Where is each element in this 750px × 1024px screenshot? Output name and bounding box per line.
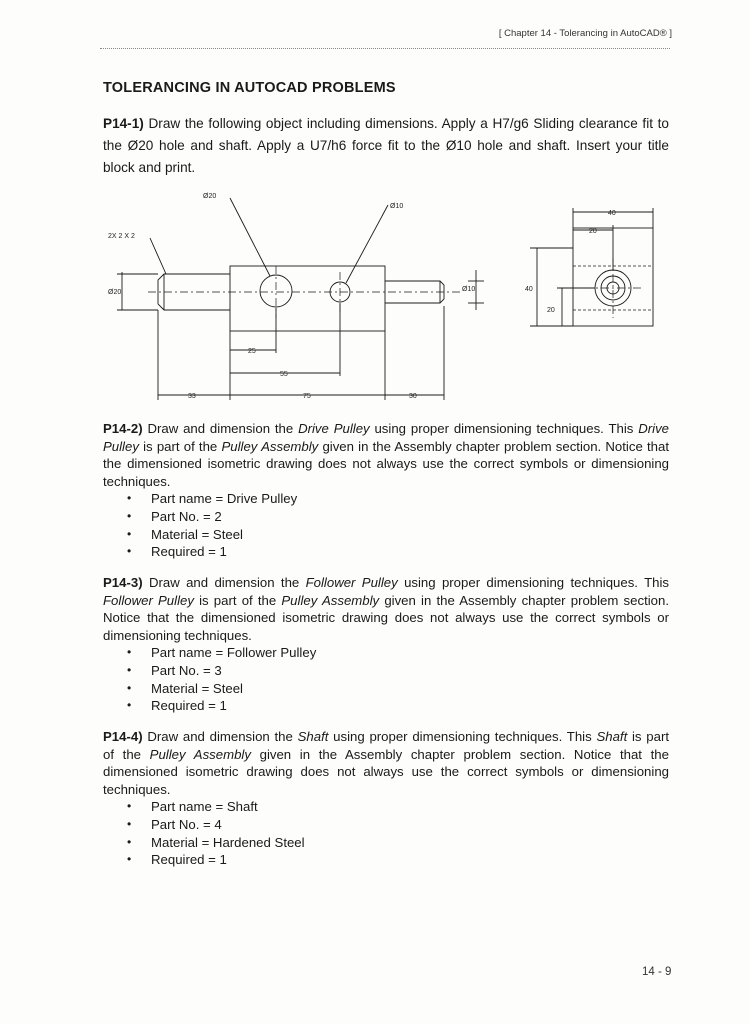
list-item: • Part name = Shaft <box>127 798 669 816</box>
list-item: • Required = 1 <box>127 543 669 561</box>
problem-text: given in the Assembly chapter problem section. Notice that the dimensioned isometric drawing does not always use the correct symbols or dimensioning techniques. <box>103 438 669 489</box>
problem-text-b: 20 hole and shaft. Apply a U7/h6 force fit to the <box>138 138 446 153</box>
problem-text: is part of the <box>103 729 669 762</box>
label-d20-top: Ø20 <box>203 193 217 200</box>
label-dim-20-top: 20 <box>589 228 597 235</box>
list-item: • Material = Hardened Steel <box>127 834 669 852</box>
label-dim-25: 25 <box>248 348 256 355</box>
problem-p14-2 <box>103 420 669 561</box>
problem-p14-3 <box>103 574 669 715</box>
problem-text: is part of the <box>138 438 222 454</box>
assembly-name-italic: Pulley Assembly <box>149 746 251 762</box>
label-dim-75: 75 <box>303 393 311 400</box>
label-dim-40-side: 40 <box>525 286 533 293</box>
problem-text: using proper dimensioning techniques. This <box>397 575 669 590</box>
problem-text: using proper dimensioning techniques. This <box>369 421 639 436</box>
part-name-italic: Drive Pulley <box>298 421 370 436</box>
list-item: • Part name = Drive Pulley <box>127 490 669 508</box>
page-number: 14 - 9 <box>642 966 672 978</box>
label-dim-55: 55 <box>280 371 288 378</box>
block-outline <box>230 266 385 331</box>
problem-text: Draw and dimension the <box>142 729 298 744</box>
part-name-italic: Follower Pulley <box>103 592 194 608</box>
label-d20-left: Ø20 <box>108 289 122 296</box>
label-d10-right: Ø10 <box>462 286 476 293</box>
engineering-drawing <box>100 188 670 408</box>
header-divider <box>100 48 670 49</box>
part-properties <box>103 644 669 714</box>
label-dim-30: 30 <box>409 393 417 400</box>
part-name-italic: Follower Pulley <box>305 575 398 590</box>
diameter-symbol: Ø <box>445 138 457 153</box>
problem-text: Draw and dimension the <box>142 575 306 590</box>
problem-p14-4 <box>103 728 669 869</box>
problem-text-c: 10 hole and shaft. Insert your title block and print. <box>103 138 669 175</box>
part-properties <box>103 490 669 560</box>
problem-id: P14-2) <box>103 421 143 436</box>
problem-text-a: Draw the following object including dimensions. Apply a H7/g6 Sliding clearance fit to the <box>103 116 669 153</box>
diameter-symbol: Ø <box>127 138 139 153</box>
part-name-italic: Drive Pulley <box>103 421 669 454</box>
assembly-name-italic: Pulley Assembly <box>281 592 380 608</box>
problem-text: is part of the <box>193 592 282 608</box>
problem-text: Draw and dimension the <box>142 421 299 436</box>
problem-text: given in the Assembly chapter problem section. Notice that the dimensioned isometric drawing does not always use the correct symbols or dimensioning techniques. <box>103 746 669 797</box>
problem-text: given in the Assembly chapter problem section. Notice that the dimensioned isometric drawing does not always use the correct symbols or dimensioning techniques. <box>103 592 669 643</box>
part-name-italic: Shaft <box>297 729 329 744</box>
label-chamfer: 2X 2 X 2 <box>108 233 135 240</box>
problem-id: P14-4) <box>103 729 143 744</box>
list-item: • Part No. = 2 <box>127 508 669 526</box>
list-item: • Material = Steel <box>127 680 669 698</box>
list-item: • Required = 1 <box>127 851 669 869</box>
part-properties <box>103 798 669 868</box>
page-title: TOLERANCING IN AUTOCAD PROBLEMS <box>103 80 396 96</box>
assembly-name-italic: Pulley Assembly <box>221 438 319 454</box>
problem-text: using proper dimensioning techniques. This <box>328 729 597 744</box>
chapter-header: [ Chapter 14 - Tolerancing in AutoCAD® ] <box>498 28 672 39</box>
problem-p14-1 <box>103 113 669 179</box>
list-item: • Part name = Follower Pulley <box>127 644 669 662</box>
part-name-italic: Shaft <box>596 729 628 744</box>
problem-id: P14-3) <box>103 575 143 590</box>
problem-id: P14-1) <box>103 116 144 131</box>
list-item: • Material = Steel <box>127 526 669 544</box>
list-item: • Part No. = 4 <box>127 816 669 834</box>
label-dim-40-top: 40 <box>608 210 616 217</box>
label-dim-20-side: 20 <box>547 307 555 314</box>
label-d10-top: Ø10 <box>390 203 404 210</box>
list-item: • Required = 1 <box>127 697 669 715</box>
label-dim-33: 33 <box>188 393 196 400</box>
list-item: • Part No. = 3 <box>127 662 669 680</box>
